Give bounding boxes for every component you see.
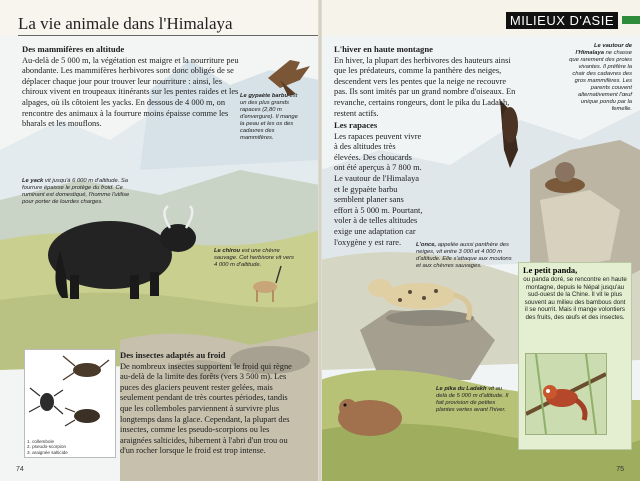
once-caption [416,242,516,270]
raptors-heading: Les rapaces [334,120,378,130]
insects-heading: Des insectes adaptés au froid [120,350,226,360]
once-caption-text: appelée aussi panthère des neiges, vit entre 3 000 et 4 000 m d'altitude. Elle s'attaque aux moutons et aux chèvres sauvages. [416,242,512,269]
vulture-caption [240,93,302,142]
vulture2-caption [566,43,632,113]
vulture2-caption-text: ne chasse que rarement des proies vivantes. Il préfère la chair des cadavres des gros mammifères. Les parents couvent alternativement l'œuf unique pondu par la femelle. [569,50,632,112]
insects-legend-3: 3. araignée salticide [27,449,68,455]
mammals-heading: Des mammifères en altitude [22,44,125,54]
page-number-left: 74 [16,466,24,473]
raptors-section [334,120,424,248]
red-panda-picture [525,353,607,435]
insects-section [120,350,300,457]
insects-drawing [25,350,115,440]
insects-illustration [24,349,116,458]
page-title: La vie animale dans l'Himalaya [18,14,233,33]
chiru-caption [214,248,294,269]
right-page [320,0,640,481]
red-panda-drawing [526,354,606,434]
vulture-caption-name: Le gypaète barbu [240,93,288,99]
insects-legend-2: 2. pseudo-scorpion [27,444,67,450]
section-tag: MILIEUX D'ASIE [506,12,618,29]
yak-caption-text: vit jusqu'à 6 000 m d'altitude. Sa fourrure épaisse le protège du froid. Ce ruminant est domestiqué, l'homme l'utilise pour porter de lourdes charges. [22,178,130,205]
chiru-caption-text: est une chèvre sauvage. Cet herbivore vit vers 4 000 m d'altitude. [214,248,294,268]
red-panda-box [518,262,632,450]
section-color-tab [622,16,640,24]
page-number-right: 75 [616,466,624,473]
vulture-caption-text: est un des plus grands rapaces (2,80 m d'envergure). Il mange la peau et les os des cadavres des mammifères. [240,93,298,141]
raptors-body: Les rapaces peuvent vivre à des altitudes très élevées. Des choucards ont été aperçus à 7 800 m. Le vautour de l'Himalaya et le gypaète barbu semblent planer sans effort à 5 000 m. Pourtant, voler à de telles altitudes exige une adaptation car l'oxygène y est rare. [334,131,423,247]
panda-heading: Le petit panda, [523,266,578,275]
pika-caption [436,386,512,414]
yak-caption-name: Le yack [22,178,44,184]
insects-body: De nombreux insectes supportent le froid qui règne au-delà de la limite des forêts (vers 3 500 m). Les puces des glaciers peuvent rester gelées, mais seulement pendant de très courtes périodes, tandis que les collemboles parviennent à survivre plus longtemps dans la glace. Cependant, la plupart des insectes, comme les pseudo-scorpions ou les araignées salticides, hibernent à l'abri d'un trou ou d'un rocher lorsque le froid est trop intense. [120,361,292,456]
once-caption-name: L'once, [416,242,437,248]
winter-body: En hiver, la plupart des herbivores des hauteurs ainsi que les prédateurs, comme la panthère des neiges, descendent vers les pentes que la neige ne recouvre pas. Ils sont imités par un grand nombre d'oiseaux. En revanche, certains rongeurs, dont le pika du Ladakh, restent actifs. [334,55,516,118]
vulture2-caption-name: Le vautour de l'Himalaya [575,43,632,56]
yak-caption [22,178,142,206]
chiru-caption-name: Le chirou [214,248,241,254]
title-rule [18,35,318,36]
mammals-body: Au-delà de 5 000 m, la végétation est maigre et la nourriture peu abondante. Les mammifères herbivores sont donc obligés de se déplacer chaque jour pour trouver leur nourriture : ainsi, les chiroux vivent en troupeaux itinérants sur les pentes raides et les alpages, où ils côtoient les yacks. En dessous de 4 000 m, on rencontre des animaux à la fourrure moins épaisse comme les bharals et les mouflons. [22,55,239,129]
insects-legend [27,439,68,455]
winter-section [334,44,520,119]
mammals-section [22,44,242,130]
panda-body: ou panda doré, se rencontre en haute montagne, depuis le Népal jusqu'au sud-ouest de la Chine. Il vit le plus souvent au milieu des bambous dont il se nourrit. Mais il mange volontiers des fruits, des œufs et des insectes. [523,276,627,321]
book-gutter [318,0,322,481]
pika-caption-name: Le pika du Ladakh [436,386,487,392]
pika-caption-text: vit au delà de 5 000 m d'altitude. Il fait provision de petites plantes vertes avant l'hiver. [436,386,509,413]
insects-legend-1: 1. collembole [27,438,55,444]
winter-heading: L'hiver en haute montagne [334,44,433,54]
